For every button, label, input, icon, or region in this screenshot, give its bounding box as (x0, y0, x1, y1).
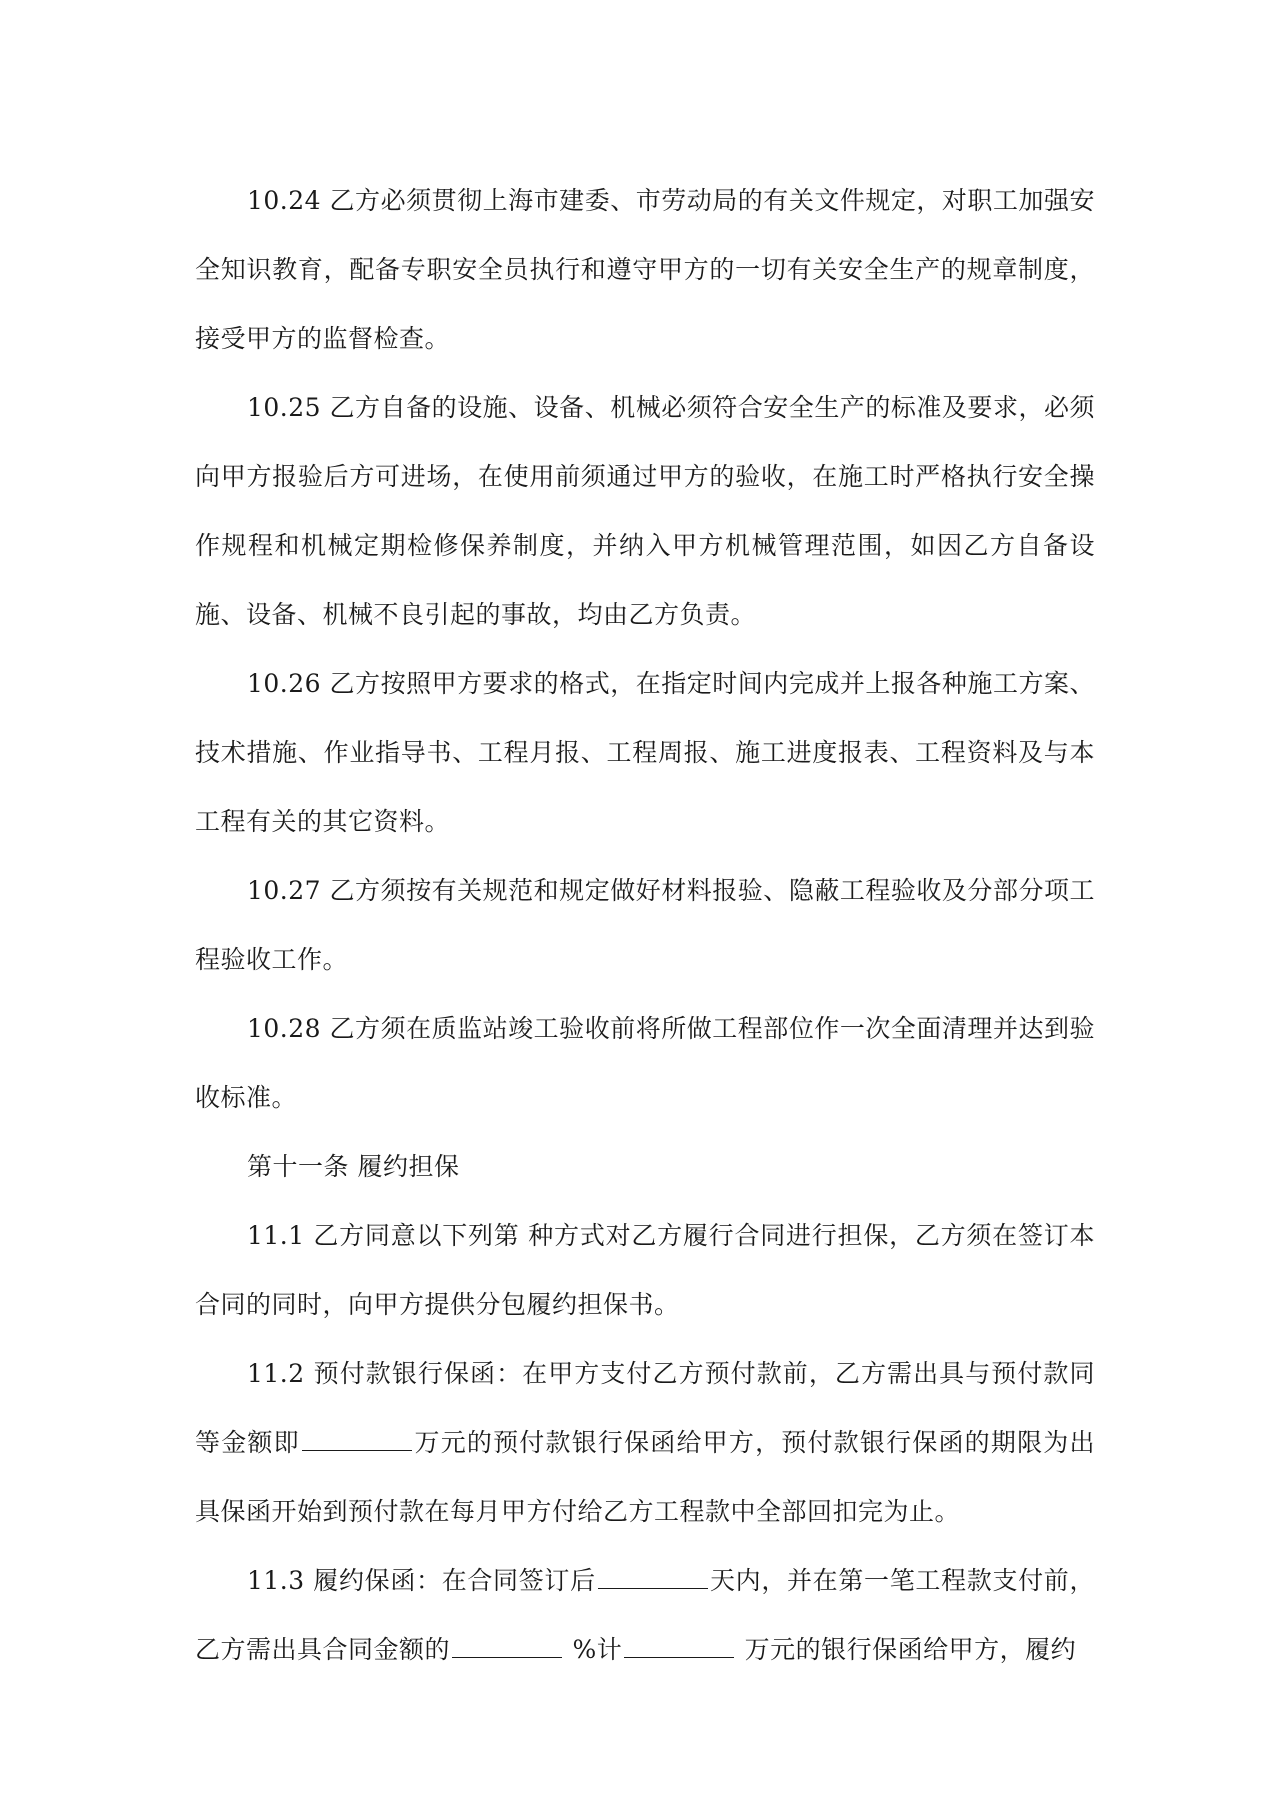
clause-11-3-text-c: %计 (564, 1635, 623, 1664)
blank-days (598, 1566, 708, 1589)
clause-11-2-text-a: 11.2 预付款银行保函：在甲方支付乙方预付款前，乙方需出具与预付款同等金额即 (195, 1359, 1095, 1457)
clause-11-2 (195, 1339, 1095, 1546)
clause-11-3 (195, 1546, 1095, 1684)
blank-advance-amount (302, 1428, 412, 1451)
clause-11-2-text-b: 万元的预付款银行保函给甲方，预付款银行保函的期限为出具保函开始到预付款在每月甲方付给乙方工程款中全部回扣完为止。 (195, 1428, 1095, 1526)
clause-11-1: 11.1 乙方同意以下列第 种方式对乙方履行合同进行担保，乙方须在签订本合同的同时，向甲方提供分包履约担保书。 (195, 1221, 1095, 1319)
clause-10-28: 10.28 乙方须在质监站竣工验收前将所做工程部位作一次全面清理并达到验收标准。 (195, 1014, 1095, 1112)
clause-10-26: 10.26 乙方按照甲方要求的格式，在指定时间内完成并上报各种施工方案、技术措施、作业指导书、工程月报、工程周报、施工进度报表、工程资料及与本工程有关的其它资料。 (195, 669, 1095, 836)
blank-percent (452, 1635, 562, 1658)
clause-11-3-text-d: 万元的银行保函给甲方，履约 (736, 1635, 1077, 1664)
clause-11-3-text-a: 11.3 履约保函：在合同签订后 (247, 1566, 596, 1595)
clause-10-25: 10.25 乙方自备的设施、设备、机械必须符合安全生产的标准及要求，必须向甲方报验后方可进场，在使用前须通过甲方的验收，在施工时严格执行安全操作规程和机械定期检修保养制度，并纳入甲方机械管理范围，如因乙方自备设施、设备、机械不良引起的事故，均由乙方负责。 (195, 393, 1095, 629)
document-body (195, 166, 1095, 1684)
article-11-heading: 第十一条 履约担保 (247, 1152, 460, 1181)
clause-11-3-text-b: 天内，并在第一笔工程款支付前，乙方需出具合同金额的 (195, 1566, 1095, 1664)
blank-amount (624, 1635, 734, 1658)
clause-10-24: 10.24 乙方必须贯彻上海市建委、市劳动局的有关文件规定，对职工加强安全知识教育，配备专职安全员执行和遵守甲方的一切有关安全生产的规章制度，接受甲方的监督检查。 (195, 186, 1095, 353)
clause-10-27: 10.27 乙方须按有关规范和规定做好材料报验、隐蔽工程验收及分部分项工程验收工作。 (195, 876, 1095, 974)
